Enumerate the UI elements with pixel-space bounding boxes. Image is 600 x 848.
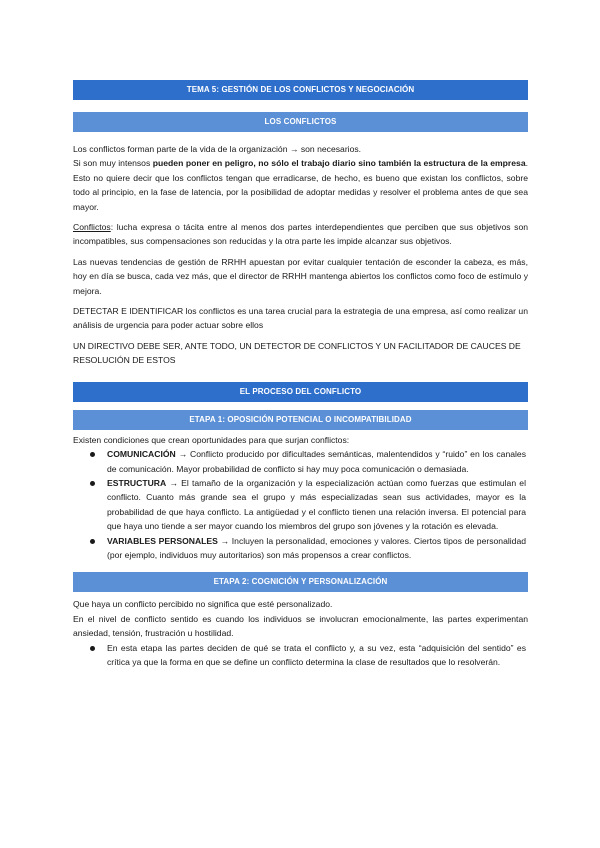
list-item-personal-variables: VARIABLES PERSONALES → Incluyen la personalidad, emociones y valores. Ciertos tipos de personalidad (por ejemplo, individuos muy autoritarios) son más propensos a crear conflictos.	[73, 534, 528, 563]
stage-2-heading: ETAPA 2: COGNICIÓN Y PERSONALIZACIÓN	[73, 572, 528, 592]
document-title-banner: TEMA 5: GESTIÓN DE LOS CONFLICTOS Y NEGOCIACIÓN	[73, 80, 528, 100]
bullet-icon	[90, 539, 95, 544]
stage-1-heading: ETAPA 1: OPOSICIÓN POTENCIAL O INCOMPATIBILIDAD	[73, 410, 528, 430]
list-item-sense-making: En esta etapa las partes deciden de qué se trata el conflicto y, a su vez, esta “adquisición del sentido” es crítica ya que la forma en que se define un conflicto determina la clase de resultados que lo resolverán.	[73, 641, 528, 670]
stage-1-condition-list	[73, 447, 528, 562]
bullet-icon	[90, 646, 95, 651]
stage-2-felt-conflict: En el nivel de conflicto sentido es cuando los individuos se involucran emocionalmente, las partes experimentan ansiedad, tensión, frustración u hostilidad.	[73, 613, 528, 639]
paragraph-conflict-definition: Conflictos: lucha expresa o tácita entre al menos dos partes interdependientes que perciben que sus objetivos son incompatibles, sus compensaciones son reducidas y la otra parte les impide alcanzar sus objetivos.	[73, 222, 528, 247]
stage-2-list	[73, 641, 528, 670]
list-item-structure: ESTRUCTURA → El tamaño de la organización y la especialización actúan como fuerzas que estimulan el conflicto. Cuanto más grande sea el grupo y más especializadas sean sus actividades, mayor es la probabilidad de que haya conflicto. La antigüedad y el conflicto tienen una relación inversa. El potencial para que haya uno tiende a ser mayor cuando los miembros del grupo son jóvenes y la rotación es elevada.	[73, 476, 528, 534]
stage-2-perceived-conflict: Que haya un conflicto percibido no significa que esté personalizado.	[73, 599, 333, 610]
paragraph-detect-identify: DETECTAR E IDENTIFICAR los conflictos es una tarea crucial para la estrategia de una empresa, así como realizar un análisis de urgencia para poder actuar sobre ellos	[73, 306, 528, 331]
section-heading-conflicts: LOS CONFLICTOS	[73, 112, 528, 132]
bullet-icon	[90, 452, 95, 457]
stage-1-intro: Existen condiciones que crean oportunidades para que surjan conflictos:	[73, 434, 350, 445]
paragraph-intense-conflicts: Si son muy intensos pueden poner en peligro, no sólo el trabajo diario sino también la estructura de la empresa. Esto no quiere decir que los conflictos tengan que erradicarse, de hecho, es bueno que existan los conflictos, sobre todo al principio, en la fase de latencia, por la posibilidad de adoptar medidas y resolver el problema antes de que sea mayor.	[73, 158, 529, 212]
document-content	[73, 80, 528, 669]
bullet-icon	[90, 481, 95, 486]
list-item-communication: COMUNICACIÓN → Conflicto producido por dificultades semánticas, malentendidos y “ruido” en los canales de comunicación. Mayor probabilidad de conflicto si hay muy poca comunicación o demasiada.	[73, 447, 528, 476]
paragraph-hr-trends: Las nuevas tendencias de gestión de RRHH apuestan por evitar cualquier tentación de esconder la cabeza, es más, hoy en día se busca, cada vez más, que el director de RRHH mantenga abiertos los conflictos como foco de estímulo y mejora.	[73, 256, 528, 296]
paragraph-director-role: UN DIRECTIVO DEBE SER, ANTE TODO, UN DETECTOR DE CONFLICTOS Y UN FACILITADOR DE CAUCES DE RESOLUCIÓN DE ESTOS	[73, 340, 521, 366]
section-heading-process: EL PROCESO DEL CONFLICTO	[73, 382, 528, 402]
term-conflictos: Conflictos	[73, 222, 111, 233]
paragraph-conflicts-necessary: Los conflictos forman parte de la vida de la organización → son necesarios.	[73, 144, 362, 154]
emphasis-danger: pueden poner en peligro, no sólo el trabajo diario sino también la estructura de la empresa	[152, 158, 526, 169]
